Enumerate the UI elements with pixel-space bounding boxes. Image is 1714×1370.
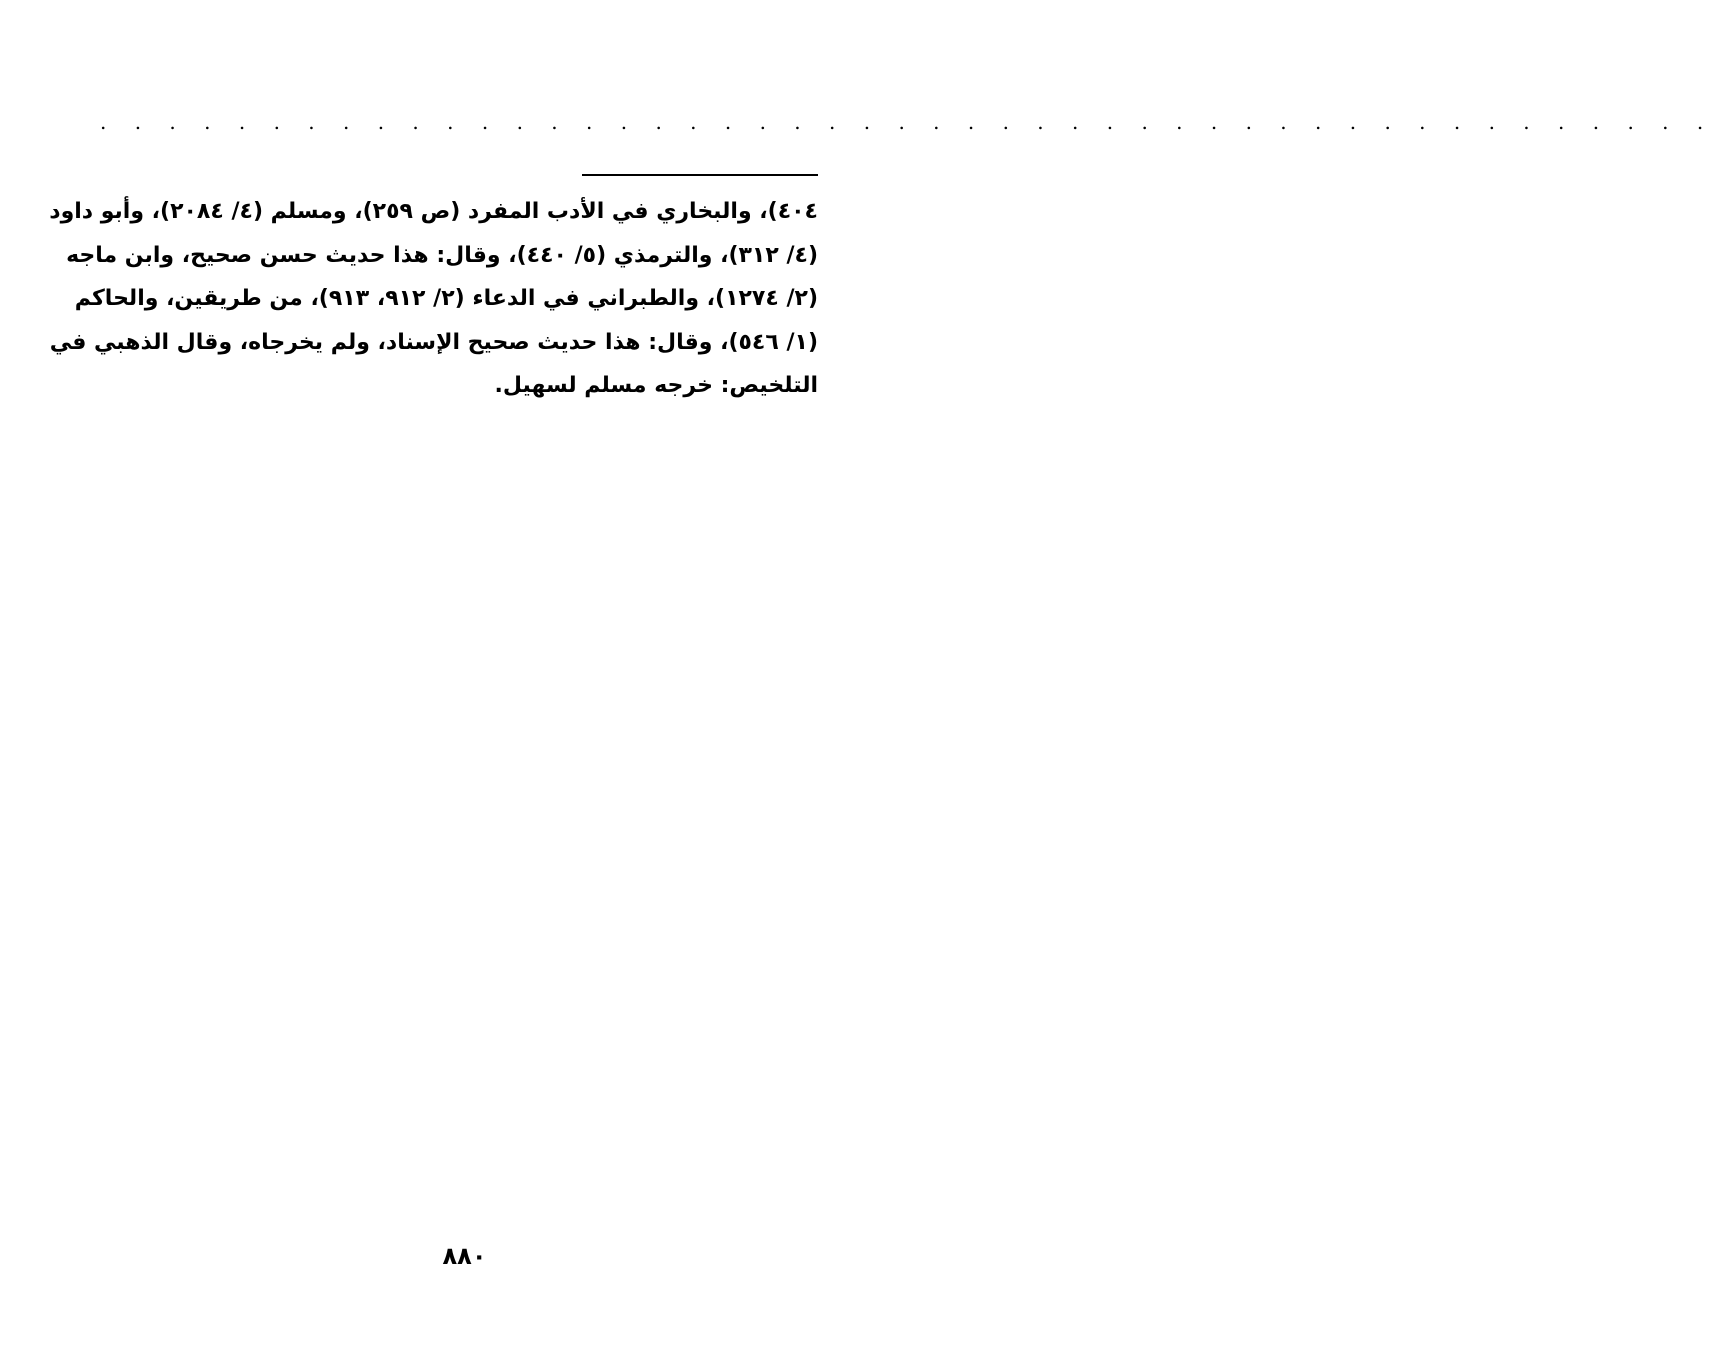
dotted-separator: . . . . . . . . . . . . . . . . . . . . . . . . . . . . . . . . . . . . . . . . . . . . . . . <box>100 110 1714 134</box>
footnote-line: التلخيص: خرجه مسلم لسهيل. <box>494 373 818 398</box>
footnote-line: (٢/ ١٢٧٤)، والطبراني في الدعاء (٢/ ٩١٢، ٩١٣)، من طريقين، والحاكم <box>74 286 818 311</box>
page-number: ٨٨٠ <box>442 1242 487 1270</box>
footnote-line: ٤٠٤)، والبخاري في الأدب المفرد (ص ٢٥٩)، ومسلم (٤/ ٢٠٨٤)، وأبو داود <box>49 199 818 224</box>
footnote-rule <box>582 174 818 176</box>
footnote-line: (٤/ ٣١٢)، والترمذي (٥/ ٤٤٠)، وقال: هذا حديث حسن صحيح، وابن ماجه <box>66 242 818 268</box>
footnote-line: (١/ ٥٤٦)، وقال: هذا حديث صحيح الإسناد، ولم يخرجاه، وقال الذهبي في <box>49 329 818 355</box>
footnote-text <box>49 190 818 408</box>
